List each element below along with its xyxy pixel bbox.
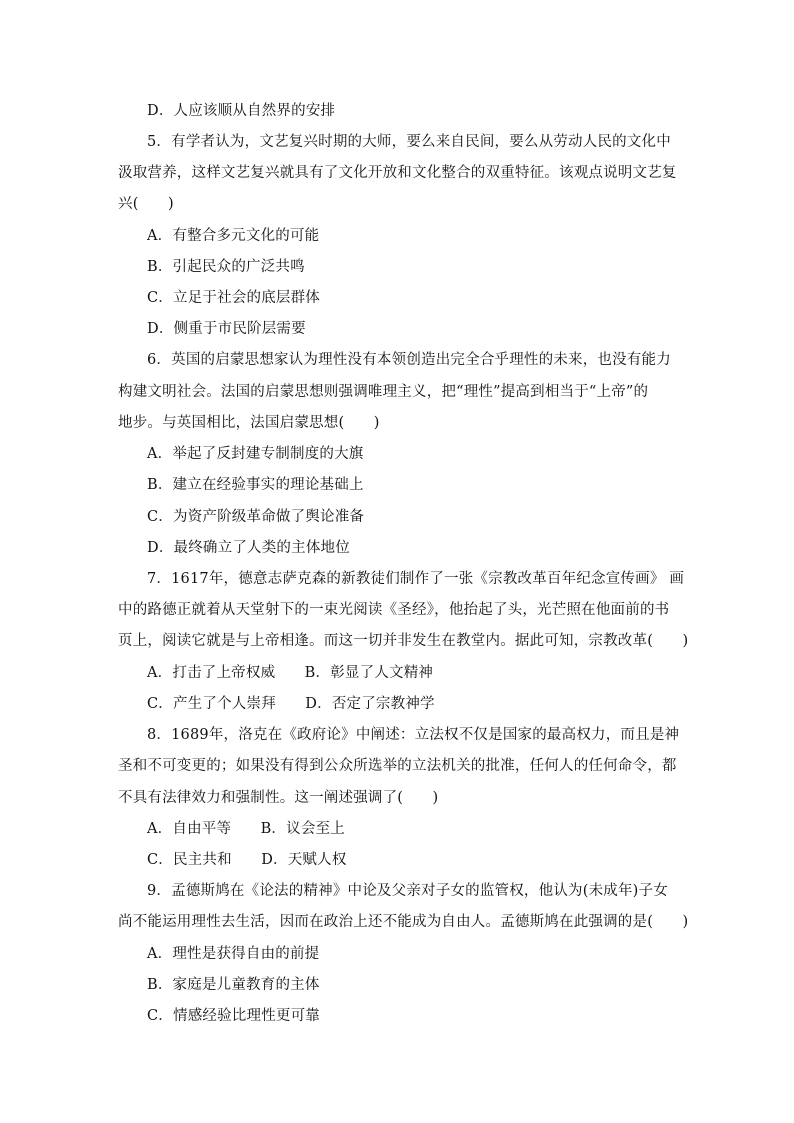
- q8-options-row-2: C．民主共和 D．天赋人权: [147, 852, 347, 868]
- q5-option-b: B．引起民众的广泛共鸣: [147, 259, 305, 275]
- q9-option-a: A．理性是获得自由的前提: [147, 946, 320, 962]
- q9-stem-line-1: 9．孟德斯鸠在《论法的精神》中论及父亲对子女的监管权，他认为(未成年)子女: [147, 883, 668, 899]
- q5-stem-line-1: 5．有学者认为，文艺复兴时期的大师，要么来自民间，要么从劳动人民的文化中: [147, 134, 671, 150]
- q9-stem-line-2: 尚不能运用理性去生活，因而在政治上还不能成为自由人。孟德斯鸠在此强调的是( ): [118, 914, 689, 930]
- q6-option-c: C．为资产阶级革命做了舆论准备: [147, 509, 365, 525]
- q8-stem-line-1: 8．1689年，洛克在《政府论》中阐述：立法权不仅是国家的最高权力，而且是神: [147, 727, 680, 743]
- q7-options-row-2: C．产生了个人崇拜 D．否定了宗教神学: [147, 696, 435, 712]
- q6-stem-line-1: 6．英国的启蒙思想家认为理性没有本领创造出完全合乎理性的未来，也没有能力: [147, 352, 671, 368]
- q6-stem-line-2: 构建文明社会。法国的启蒙思想则强调唯理主义，把“理性”提高到相当于“上帝”的: [118, 384, 649, 400]
- q5-option-d: D．侧重于市民阶层需要: [147, 321, 306, 337]
- q8-stem-line-2: 圣和不可变更的；如果没有得到公众所选举的立法机关的批准，任何人的任何命令，都: [118, 758, 677, 774]
- q5-option-c: C．立足于社会的底层群体: [147, 290, 320, 306]
- q8-stem-line-3: 不具有法律效力和强制性。这一阐述强调了( ): [118, 790, 439, 806]
- q7-stem-line-1: 7．1617年，德意志萨克森的新教徒们制作了一张《宗教改革百年纪念宣传画》 画: [147, 571, 685, 587]
- q5-stem-line-2: 汲取营养，这样文艺复兴就具有了文化开放和文化整合的双重特征。该观点说明文艺复: [118, 165, 677, 181]
- q6-stem-line-3: 地步。与英国相比，法国启蒙思想( ): [118, 415, 380, 431]
- q5-stem-line-3: 兴( ): [118, 196, 174, 212]
- q5-option-a: A．有整合多元文化的可能: [147, 228, 320, 244]
- q9-option-c: C．情感经验比理性更可靠: [147, 1008, 320, 1024]
- q7-stem-line-3: 页上，阅读它就是与上帝相逢。而这一切并非发生在教堂内。据此可知，宗教改革( ): [118, 633, 689, 649]
- q4-option-d: D．人应该顺从自然界的安排: [147, 103, 336, 119]
- q7-stem-line-2: 中的路德正就着从天堂射下的一束光阅读《圣经》，他抬起了头，光芒照在他面前的书: [118, 602, 670, 618]
- q8-options-row-1: A．自由平等 B．议会至上: [147, 821, 345, 837]
- q6-option-d: D．最终确立了人类的主体地位: [147, 540, 350, 556]
- q6-option-a: A．举起了反封建专制制度的大旗: [147, 446, 364, 462]
- q7-options-row-1: A．打击了上帝权威 B．彰显了人文精神: [147, 665, 434, 681]
- q9-option-b: B．家庭是儿童教育的主体: [147, 977, 320, 993]
- q6-option-b: B．建立在经验事实的理论基础上: [147, 477, 364, 493]
